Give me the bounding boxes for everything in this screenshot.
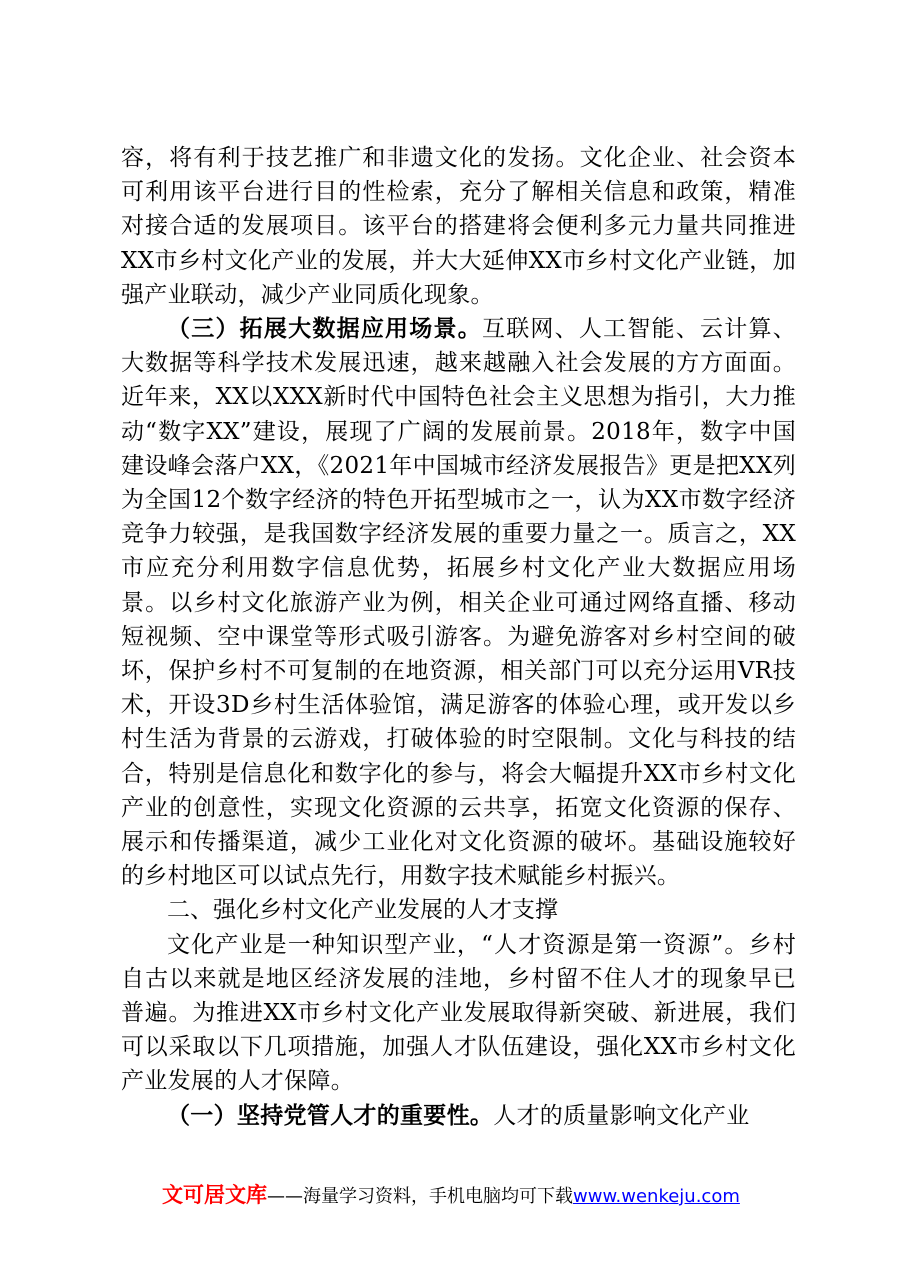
footer-tagline: ——海量学习资料，手机电脑均可下载: [267, 1186, 573, 1207]
paragraph-big-data: [121, 312, 796, 893]
paragraph-lead: （三）拓展大数据应用场景。: [167, 315, 482, 343]
footer-banner: [162, 1181, 802, 1211]
paragraph-continuation: [121, 141, 796, 312]
footer-brand: 文可居文库: [162, 1183, 267, 1207]
paragraph-lead: （一）坚持党管人才的重要性。: [167, 1101, 494, 1129]
paragraph-text: 人才的质量影响文化产业: [493, 1102, 750, 1129]
section-heading: 二、强化乡村文化产业发展的人才支撑: [167, 897, 558, 924]
paragraph-talent-intro: [121, 928, 796, 1099]
paragraph-text: 文化产业是一种知识型产业，“人才资源是第一资源”。乡村自古以来就是地区经济发展的洼地，乡村留不住人才的现象早已普遍。为推进XX市乡村文化产业发展取得新突破、新进展，我们可以采取以下几项措施，加强人才队伍建设，强化XX市乡村文化产业发展的人才保障。: [121, 931, 796, 1095]
document-body: [121, 141, 796, 1133]
paragraph-party-talent: [121, 1099, 796, 1133]
paragraph-text: 容，将有利于技艺推广和非遗文化的发扬。文化企业、社会资本可利用该平台进行目的性检索，充分了解相关信息和政策，精准对接合适的发展项目。该平台的搭建将会便利多元力量共同推进XX市乡村文化产业的发展，并大大延伸XX市乡村文化产业链，加强产业联动，减少产业同质化现象。: [121, 145, 796, 308]
footer-link[interactable]: www.wenkeju.com: [573, 1186, 740, 1207]
paragraph-text: 互联网、人工智能、云计算、大数据等科学技术发展迅速，越来越融入社会发展的方方面面。近年来，XX以XXX新时代中国特色社会主义思想为指引，大力推动“数字XX”建设，展现了广阔的发展前景。2018年，数字中国建设峰会落户XX，《2021年中国城市经济发展报告》更是把XX列为全国12个数字经济的特色开拓型城市之一，认为XX市数字经济竞争力较强，是我国数字经济发展的重要力量之一。质言之，XX市应充分利用数字信息优势，拓展乡村文化产业大数据应用场景。以乡村文化旅游产业为例，相关企业可通过网络直播、移动短视频、空中课堂等形式吸引游客。为避免游客对乡村空间的破坏，保护乡村不可复制的在地资源，相关部门可以充分运用VR技术，开设3D乡村生活体验馆，满足游客的体验心理，或开发以乡村生活为背景的云游戏，打破体验的时空限制。文化与科技的结合，特别是信息化和数字化的参与，将会大幅提升XX市乡村文化产业的创意性，实现文化资源的云共享，拓宽文化资源的保存、展示和传播渠道，减少工业化对文化资源的破坏。基础设施较好的乡村地区可以试点先行，用数字技术赋能乡村振兴。: [121, 316, 796, 890]
